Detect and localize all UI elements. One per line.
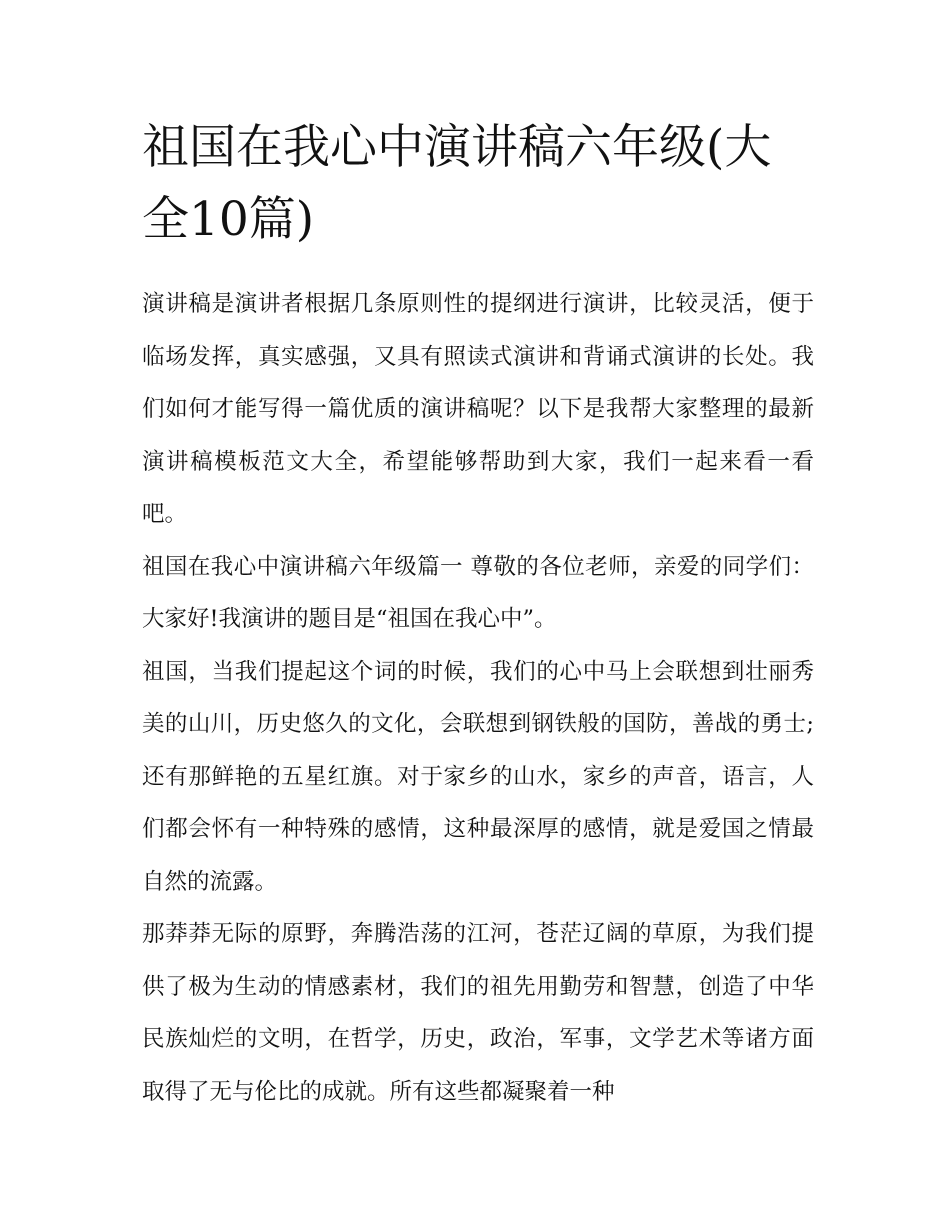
paragraph-landscape: 那莽莽无际的原野，奔腾浩荡的江河，苍茫辽阔的草原，为我们提供了极为生动的情感素材，我们的祖先用勤劳和智慧，创造了中华民族灿烂的文明，在哲学，历史，政治，军事，文学艺术等诸方面取得了无与伦比的成就。所有这些都凝聚着一种 [142,921,814,1105]
document-title: 祖国在我心中演讲稿六年级(大全10篇) [142,120,772,247]
document-page [142,112,814,1118]
paragraph-intro: 演讲稿是演讲者根据几条原则性的提纲进行演讲，比较灵活，便于临场发挥，真实感强，又具有照读式演讲和背诵式演讲的长处。我们如何才能写得一篇优质的演讲稿呢？以下是我帮大家整理的最新演讲稿模板范文大全，希望能够帮助到大家，我们一起来看一看吧。 [142,291,814,527]
paragraph-motherland: 祖国，当我们提起这个词的时候，我们的心中马上会联想到壮丽秀美的山川，历史悠久的文化，会联想到钢铁般的国防，善战的勇士;还有那鲜艳的五星红旗。对于家乡的山水，家乡的声音，语言，人们都会怀有一种特殊的感情，这种最深厚的感情，就是爱国之情最自然的流露。 [142,658,814,895]
paragraph-greeting: 祖国在我心中演讲稿六年级篇一 尊敬的各位老师，亲爱的同学们： 大家好!我演讲的题目是“祖国在我心中”。 [142,553,814,632]
